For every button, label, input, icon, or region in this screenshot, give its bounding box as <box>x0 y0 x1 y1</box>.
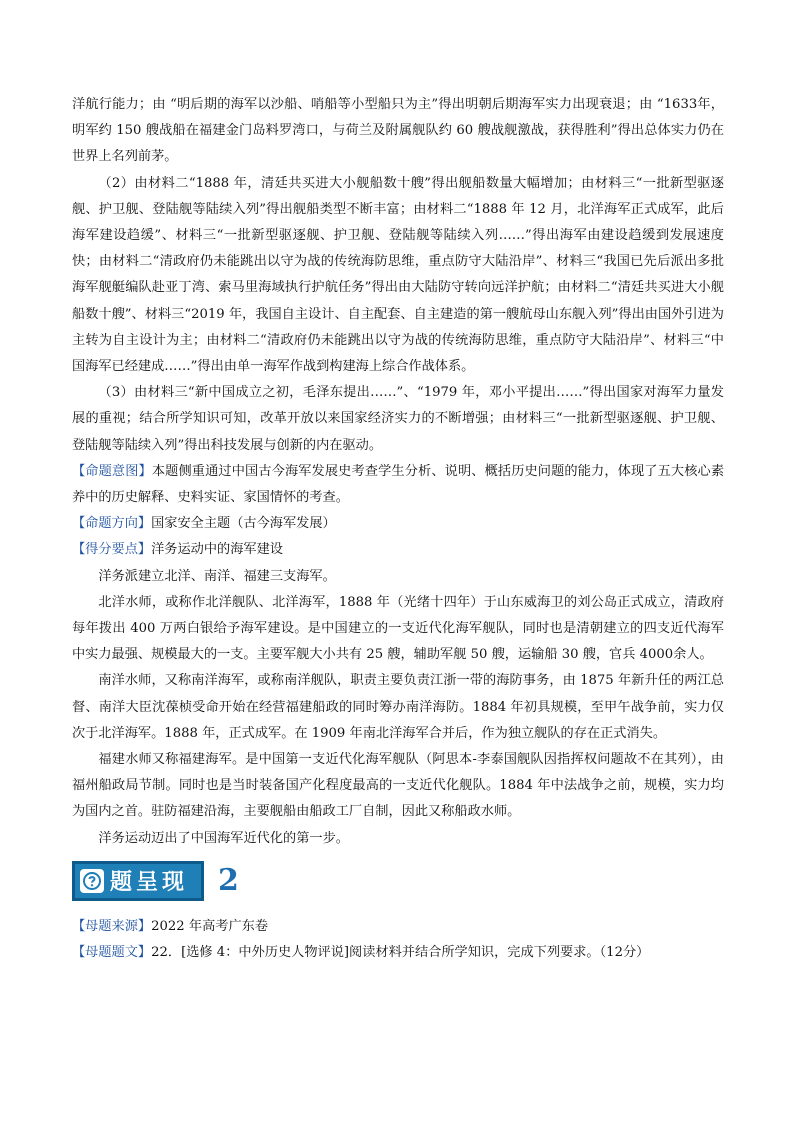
body-paragraph-1: 洋务派建立北洋、南洋、福建三支海军。 <box>98 568 336 584</box>
answer-paragraph-3: （3）由材料三“新中国成立之初，毛泽东提出……”、“1979 年，邓小平提出……”得出国家对海军力量发展的重视；结合所学知识可知，改革开放以来国家经济实力的不断增强；由材料三“一批新型驱逐舰、护卫舰、登陆舰等陆续入列”得出科技发展与创新的内在驱动。 <box>72 385 724 453</box>
body-paragraph-2: 北洋水师，或称作北洋舰队、北洋海军，1888 年（光绪十四年）于山东威海卫的刘公岛正式成立，清政府每年拨出 400 万两白银给予海军建设。是中国建立的一支近代化海军舰队，同时也是清朝建立的四支近代海军中实力最强、规模最大的一支。主要军舰大小共有 25 艘，辅助军舰 50 艘，运输船 30 艘，官兵 4000余人。 <box>72 594 724 663</box>
answer-paragraph-1: 洋航行能力；由 “明后期的海军以沙船、哨船等小型船只为主”得出明朝后期海军实力出现衰退；由 “1633年，明军约 150 艘战船在福建金门岛料罗湾口，与荷兰及附属舰队约 60 艘战舰激战，获得胜利”得出总体实力仍在世界上名列前茅。 <box>72 97 724 165</box>
banner-text: 题呈现 <box>110 870 189 896</box>
banner-number: 2 <box>218 863 239 899</box>
direction-text: 国家安全主题（古今海军发展） <box>151 516 336 532</box>
body-paragraph-4: 福建水师又称福建海军。是中国第一支近代化海军舰队（阿思本-李泰国舰队因指挥权问题故不在其列），由福州船政局节制。同时也是当时装备国产化程度最高的一支近代化舰队。1884 年中法战争之前，规模，实力均为国内之首。驻防福建沿海，主要舰船由船政工厂自制，因此又称船政水师。 <box>72 752 724 820</box>
body-paragraph-5: 洋务运动迈出了中国海军近代化的第一步。 <box>98 830 349 846</box>
section-banner <box>72 856 724 906</box>
intent-text: 本题侧重通过中国古今海军发展史考查学生分析、说明、概括历史问题的能力，体现了五大核心素养中的历史解释、史料实证、家国情怀的考查。 <box>72 463 725 506</box>
source-label: 【母题来源】 <box>72 918 152 934</box>
question-mark-icon <box>80 869 104 893</box>
question-text: 22．[选修 4：中外历史人物评说]阅读材料并结合所学知识，完成下列要求。（12分） <box>151 945 650 961</box>
question-label: 【母题题文】 <box>72 945 152 961</box>
keypoints-section <box>72 537 724 563</box>
banner-box <box>72 861 204 901</box>
body-paragraph-3: 南洋水师，又称南洋海军，或称南洋舰队，职责主要负责江浙一带的海防事务，由 1875 年新升任的两江总督、南洋大臣沈葆桢受命开始在经营福建船政的同时筹办南洋海防。1884 年初具规模，至甲午战争前，实力仅次于北洋海军。1888 年，正式成军。在 1909 年南北洋海军合并后，作为独立舰队的存在正式消失。 <box>72 673 724 741</box>
document-content <box>72 92 724 966</box>
intent-section <box>72 459 724 511</box>
source-text: 2022 年高考广东卷 <box>151 918 269 934</box>
direction-section <box>72 511 724 537</box>
source-section <box>72 914 724 940</box>
direction-label: 【命题方向】 <box>72 516 152 532</box>
keypoints-text: 洋务运动中的海军建设 <box>151 542 283 558</box>
intent-label: 【命题意图】 <box>72 463 152 479</box>
keypoints-label: 【得分要点】 <box>72 542 152 558</box>
answer-paragraph-2: （2）由材料二“1888 年，清廷共买进大小舰船数十艘”得出舰船数量大幅增加；由材料三“一批新型驱逐舰、护卫舰、登陆舰等陆续入列”得出舰船类型不断丰富；由材料二“1888 年 12 月，北洋海军正式成军，此后海军建设趋缓”、材料三“一批新型驱逐舰、护卫舰、登陆舰等陆续入列……”得出海军由建设趋缓到发展速度快；由材料二“清政府仍未能跳出以守为战的传统海防思维，重点防守大陆沿岸”、材料三“我国已先后派出多批海军舰艇编队赴亚丁湾、索马里海域执行护航任务”得出由大陆防守转向远洋护航；由材料二“清廷共买进大小舰船数十艘”、材料三“2019 年，我国自主设计、自主配套、自主建造的第一艘航母山东舰入列”得出由国外引进为主转为自主设计为主；由材料二“清政府仍未能跳出以守为战的传统海防思维，重点防守大陆沿岸”、材料三“中国海军已经建成……”得出由单一海军作战到构建海上综合作战体系。 <box>72 175 724 375</box>
question-section <box>72 940 724 966</box>
